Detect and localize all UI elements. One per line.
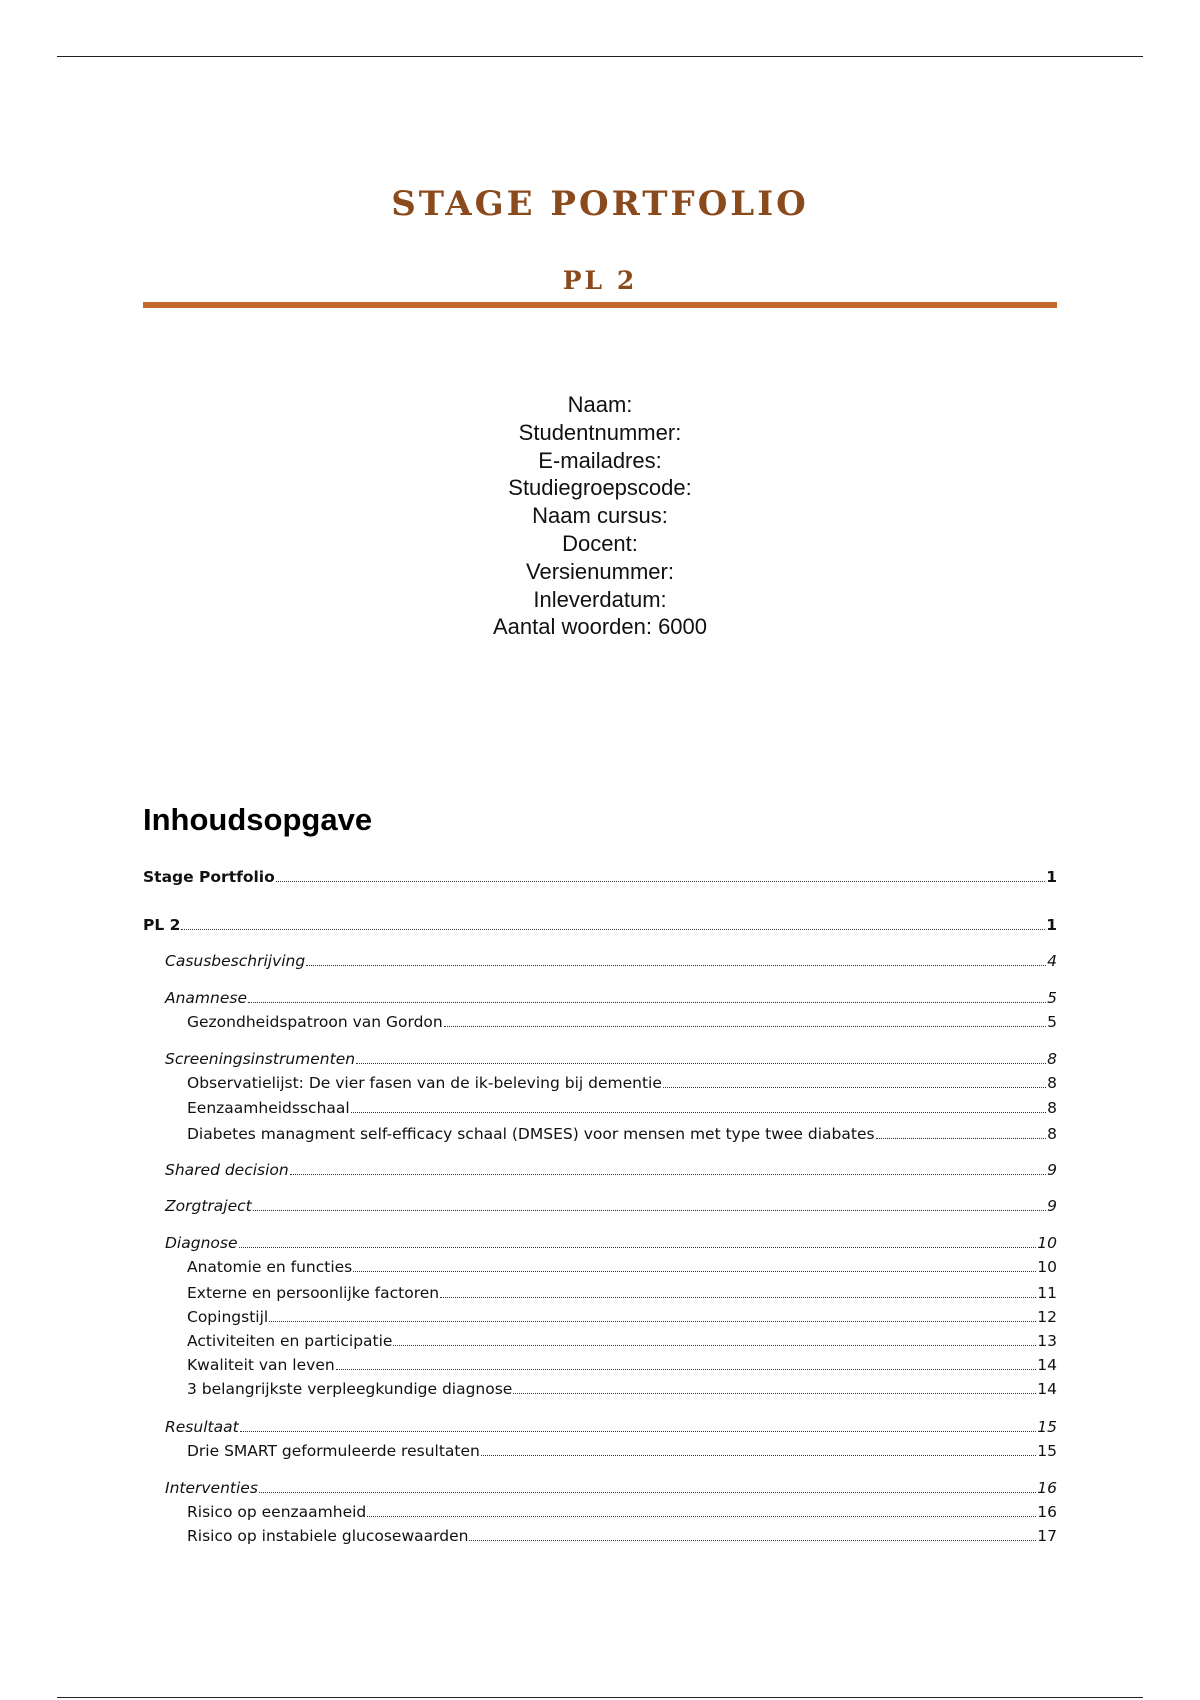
toc-entry-page: 15 bbox=[1037, 1418, 1057, 1436]
toc-dot-leader bbox=[356, 1049, 1046, 1064]
toc-entry[interactable] bbox=[143, 915, 1057, 935]
toc-entry-title: Gezondheidspatroon van Gordon bbox=[187, 1013, 443, 1031]
toc-entry-title: Screeningsinstrumenten bbox=[165, 1050, 356, 1068]
toc-entry-title: Copingstijl bbox=[187, 1308, 269, 1326]
toc-entry-page: 15 bbox=[1037, 1442, 1057, 1460]
toc-entry-page: 8 bbox=[1047, 1050, 1057, 1068]
toc-entry-page: 11 bbox=[1037, 1284, 1057, 1302]
toc-dot-leader bbox=[276, 867, 1045, 882]
toc-dot-leader bbox=[663, 1073, 1046, 1088]
toc-entry-page: 10 bbox=[1037, 1234, 1057, 1252]
toc-entry-title: Interventies bbox=[165, 1479, 258, 1497]
toc-dot-leader bbox=[253, 1196, 1046, 1211]
toc-entry-title: Resultaat bbox=[165, 1418, 239, 1436]
studentnummer-field: Studentnummer: bbox=[518, 419, 682, 445]
toc-entry-title: Zorgtraject bbox=[165, 1197, 252, 1215]
toc-entry[interactable] bbox=[187, 1257, 1057, 1277]
toc-entry-title: Stage Portfolio bbox=[143, 868, 275, 886]
toc-dot-leader bbox=[290, 1160, 1046, 1175]
toc-entry-page: 8 bbox=[1047, 1099, 1057, 1117]
toc-entry[interactable] bbox=[187, 1526, 1057, 1546]
toc-dot-leader bbox=[393, 1331, 1036, 1346]
toc-dot-leader bbox=[259, 1478, 1036, 1493]
toc-entry[interactable] bbox=[187, 1355, 1057, 1375]
toc-dot-leader bbox=[513, 1379, 1036, 1394]
toc-entry[interactable] bbox=[165, 1417, 1057, 1437]
toc-entry[interactable] bbox=[165, 1160, 1057, 1180]
versienummer-field: Versienummer: bbox=[526, 558, 674, 584]
toc-entry[interactable] bbox=[165, 1478, 1057, 1498]
toc-dot-leader bbox=[469, 1526, 1036, 1541]
toc-dot-leader bbox=[248, 988, 1046, 1003]
toc-entry-page: 8 bbox=[1047, 1074, 1057, 1092]
toc-entry[interactable] bbox=[187, 1012, 1057, 1032]
toc-heading: Inhoudsopgave bbox=[143, 802, 373, 837]
toc-entry-page: 16 bbox=[1037, 1479, 1057, 1497]
toc-dot-leader bbox=[239, 1233, 1037, 1248]
toc-dot-leader bbox=[240, 1417, 1037, 1432]
toc-entry[interactable] bbox=[143, 867, 1057, 887]
toc-entry-title: Risico op eenzaamheid bbox=[187, 1503, 367, 1521]
toc-entry[interactable] bbox=[187, 1502, 1057, 1522]
toc-entry[interactable] bbox=[187, 1124, 1057, 1144]
toc-entry-title: Casusbeschrijving bbox=[165, 952, 306, 970]
toc-entry[interactable] bbox=[187, 1441, 1057, 1461]
toc-entry[interactable] bbox=[165, 1233, 1057, 1253]
toc-entry[interactable] bbox=[187, 1283, 1057, 1303]
toc-entry-page: 8 bbox=[1047, 1125, 1057, 1143]
toc-entry-title: Observatielijst: De vier fasen van de ik-beleving bij dementie bbox=[187, 1074, 662, 1092]
toc-entry[interactable] bbox=[187, 1379, 1057, 1399]
toc-entry-page: 12 bbox=[1037, 1308, 1057, 1326]
toc-dot-leader bbox=[440, 1283, 1036, 1298]
emailadres-field: E-mailadres: bbox=[538, 447, 662, 473]
toc-entry-title: Diagnose bbox=[165, 1234, 238, 1252]
toc-dot-leader bbox=[876, 1124, 1047, 1139]
naam-cursus-field: Naam cursus: bbox=[532, 503, 668, 529]
document-subtitle: PL 2 bbox=[562, 266, 638, 295]
toc-entry-title: 3 belangrijkste verpleegkundige diagnose bbox=[187, 1380, 513, 1398]
document-title: STAGE PORTFOLIO bbox=[391, 184, 809, 224]
toc-entry-page: 10 bbox=[1037, 1258, 1057, 1276]
toc-entry[interactable] bbox=[187, 1073, 1057, 1093]
toc-entry[interactable] bbox=[187, 1098, 1057, 1118]
naam-field: Naam: bbox=[567, 392, 633, 417]
studiegroepscode-field: Studiegroepscode: bbox=[508, 475, 692, 501]
toc-entry[interactable] bbox=[165, 1049, 1057, 1069]
toc-entry-page: 13 bbox=[1037, 1332, 1057, 1350]
toc-entry[interactable] bbox=[187, 1331, 1057, 1351]
toc-entry-page: 9 bbox=[1047, 1161, 1057, 1179]
toc-entry[interactable] bbox=[165, 988, 1057, 1008]
toc-entry-title: PL 2 bbox=[143, 916, 181, 934]
toc-dot-leader bbox=[336, 1355, 1037, 1370]
toc-entry-title: Activiteiten en participatie bbox=[187, 1332, 393, 1350]
aantal-woorden-field: Aantal woorden: 6000 bbox=[492, 614, 708, 640]
toc-entry-page: 16 bbox=[1037, 1503, 1057, 1521]
toc-dot-leader bbox=[351, 1098, 1046, 1113]
toc-entry[interactable] bbox=[187, 1307, 1057, 1327]
toc-entry[interactable] bbox=[165, 951, 1057, 971]
toc-dot-leader bbox=[181, 915, 1045, 930]
toc-entry[interactable] bbox=[165, 1196, 1057, 1216]
toc-entry-title: Anatomie en functies bbox=[187, 1258, 353, 1276]
docent-field: Docent: bbox=[562, 530, 638, 556]
toc-entry-page: 5 bbox=[1047, 1013, 1057, 1031]
toc-entry-page: 14 bbox=[1037, 1356, 1057, 1374]
toc-entry-title: Anamnese bbox=[165, 989, 247, 1007]
page-bottom-rule bbox=[57, 1697, 1143, 1698]
toc-entry-page: 14 bbox=[1037, 1380, 1057, 1398]
toc-entry-title: Externe en persoonlijke factoren bbox=[187, 1284, 440, 1302]
toc-entry-title: Drie SMART geformuleerde resultaten bbox=[187, 1442, 480, 1460]
toc-entry-title: Eenzaamheidsschaal bbox=[187, 1099, 350, 1117]
toc-dot-leader bbox=[367, 1502, 1036, 1517]
toc-dot-leader bbox=[269, 1307, 1036, 1322]
toc-entry-page: 1 bbox=[1046, 868, 1057, 886]
toc-entry-page: 17 bbox=[1037, 1527, 1057, 1545]
toc-entry-title: Shared decision bbox=[165, 1161, 289, 1179]
inleverdatum-field: Inleverdatum: bbox=[533, 586, 667, 612]
toc-entry-title: Kwaliteit van leven bbox=[187, 1356, 335, 1374]
toc-entry-title: Diabetes managment self-efficacy schaal (DMSES) voor mensen met type twee diabates bbox=[187, 1125, 875, 1143]
toc-dot-leader bbox=[444, 1012, 1046, 1027]
toc-entry-page: 1 bbox=[1046, 916, 1057, 934]
toc-entry-page: 5 bbox=[1047, 989, 1057, 1007]
toc-entry-title: Risico op instabiele glucosewaarden bbox=[187, 1527, 469, 1545]
table-of-contents bbox=[143, 0, 1057, 1700]
toc-entry-page: 9 bbox=[1047, 1197, 1057, 1215]
toc-dot-leader bbox=[481, 1441, 1036, 1456]
toc-dot-leader bbox=[353, 1257, 1036, 1272]
toc-entry-page: 4 bbox=[1047, 952, 1057, 970]
toc-dot-leader bbox=[306, 951, 1046, 966]
